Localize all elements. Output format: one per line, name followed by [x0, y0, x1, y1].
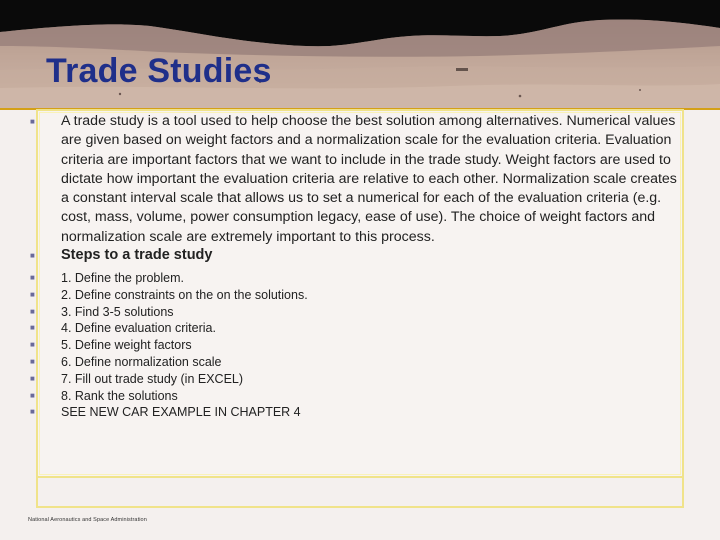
bullet-dot-icon: ■	[30, 373, 35, 383]
step-text: 7. Fill out trade study (in EXCEL)	[61, 371, 244, 386]
step-item	[18, 337, 688, 354]
step-text: 6. Define normalization scale	[61, 355, 222, 370]
bullet-dot-icon: ■	[30, 289, 35, 299]
footer-frame	[36, 478, 684, 508]
bullet-dot-icon: ■	[30, 340, 35, 350]
bullet-dot-icon: ■	[30, 357, 35, 367]
step-text: 2. Define constraints on the on the solutions.	[61, 287, 308, 302]
step-text: 8. Rank the solutions	[61, 388, 178, 403]
bullet-dot-icon: ■	[30, 306, 35, 316]
step-item	[18, 304, 688, 321]
step-item	[18, 371, 688, 388]
bullet-dot-icon: ■	[30, 117, 35, 126]
footer-agency-name: National Aeronautics and Space Administration	[28, 517, 147, 523]
step-item	[18, 270, 688, 287]
step-text: 5. Define weight factors	[61, 338, 192, 353]
step-text: 3. Find 3-5 solutions	[61, 304, 174, 319]
steps-heading-text: Steps to a trade study	[61, 247, 213, 264]
bullet-dot-icon: ■	[30, 390, 35, 400]
step-item	[18, 354, 688, 371]
steps-heading	[18, 246, 688, 265]
step-text: 4. Define evaluation criteria.	[61, 321, 216, 336]
step-text: SEE NEW CAR EXAMPLE IN CHAPTER 4	[61, 405, 301, 420]
bullet-dot-icon: ■	[30, 273, 35, 283]
bullet-dot-icon: ■	[30, 323, 35, 333]
bullet-list	[18, 112, 688, 421]
bullet-dot-icon: ■	[30, 407, 35, 417]
lunar-landscape-banner	[0, 0, 720, 110]
slide-title: Trade Studies	[46, 52, 272, 90]
step-item	[18, 388, 688, 405]
intro-paragraph	[18, 112, 681, 247]
intro-text: A trade study is a tool used to help choose the best solution among alternatives. Numerical values are given based on weight factors and a normalization scale for the evaluation criteria. Evaluation criteria are important factors that we want to include in the trade study. Weight factors are used to dictate how important the evaluation criteria are relative to each other. Normalization scale creates a constant interval scale that allows us to set a numerical for each of the evaluation criteria (e.g. cost, mass, volume, power consumption legacy, ease of use). The choice of weight factors and normalization scale are extremely important to this process.	[61, 113, 677, 245]
step-item	[18, 404, 688, 421]
step-text: 1. Define the problem.	[61, 271, 184, 286]
step-item	[18, 320, 688, 337]
bullet-dot-icon: ■	[30, 251, 35, 261]
step-item	[18, 287, 688, 304]
